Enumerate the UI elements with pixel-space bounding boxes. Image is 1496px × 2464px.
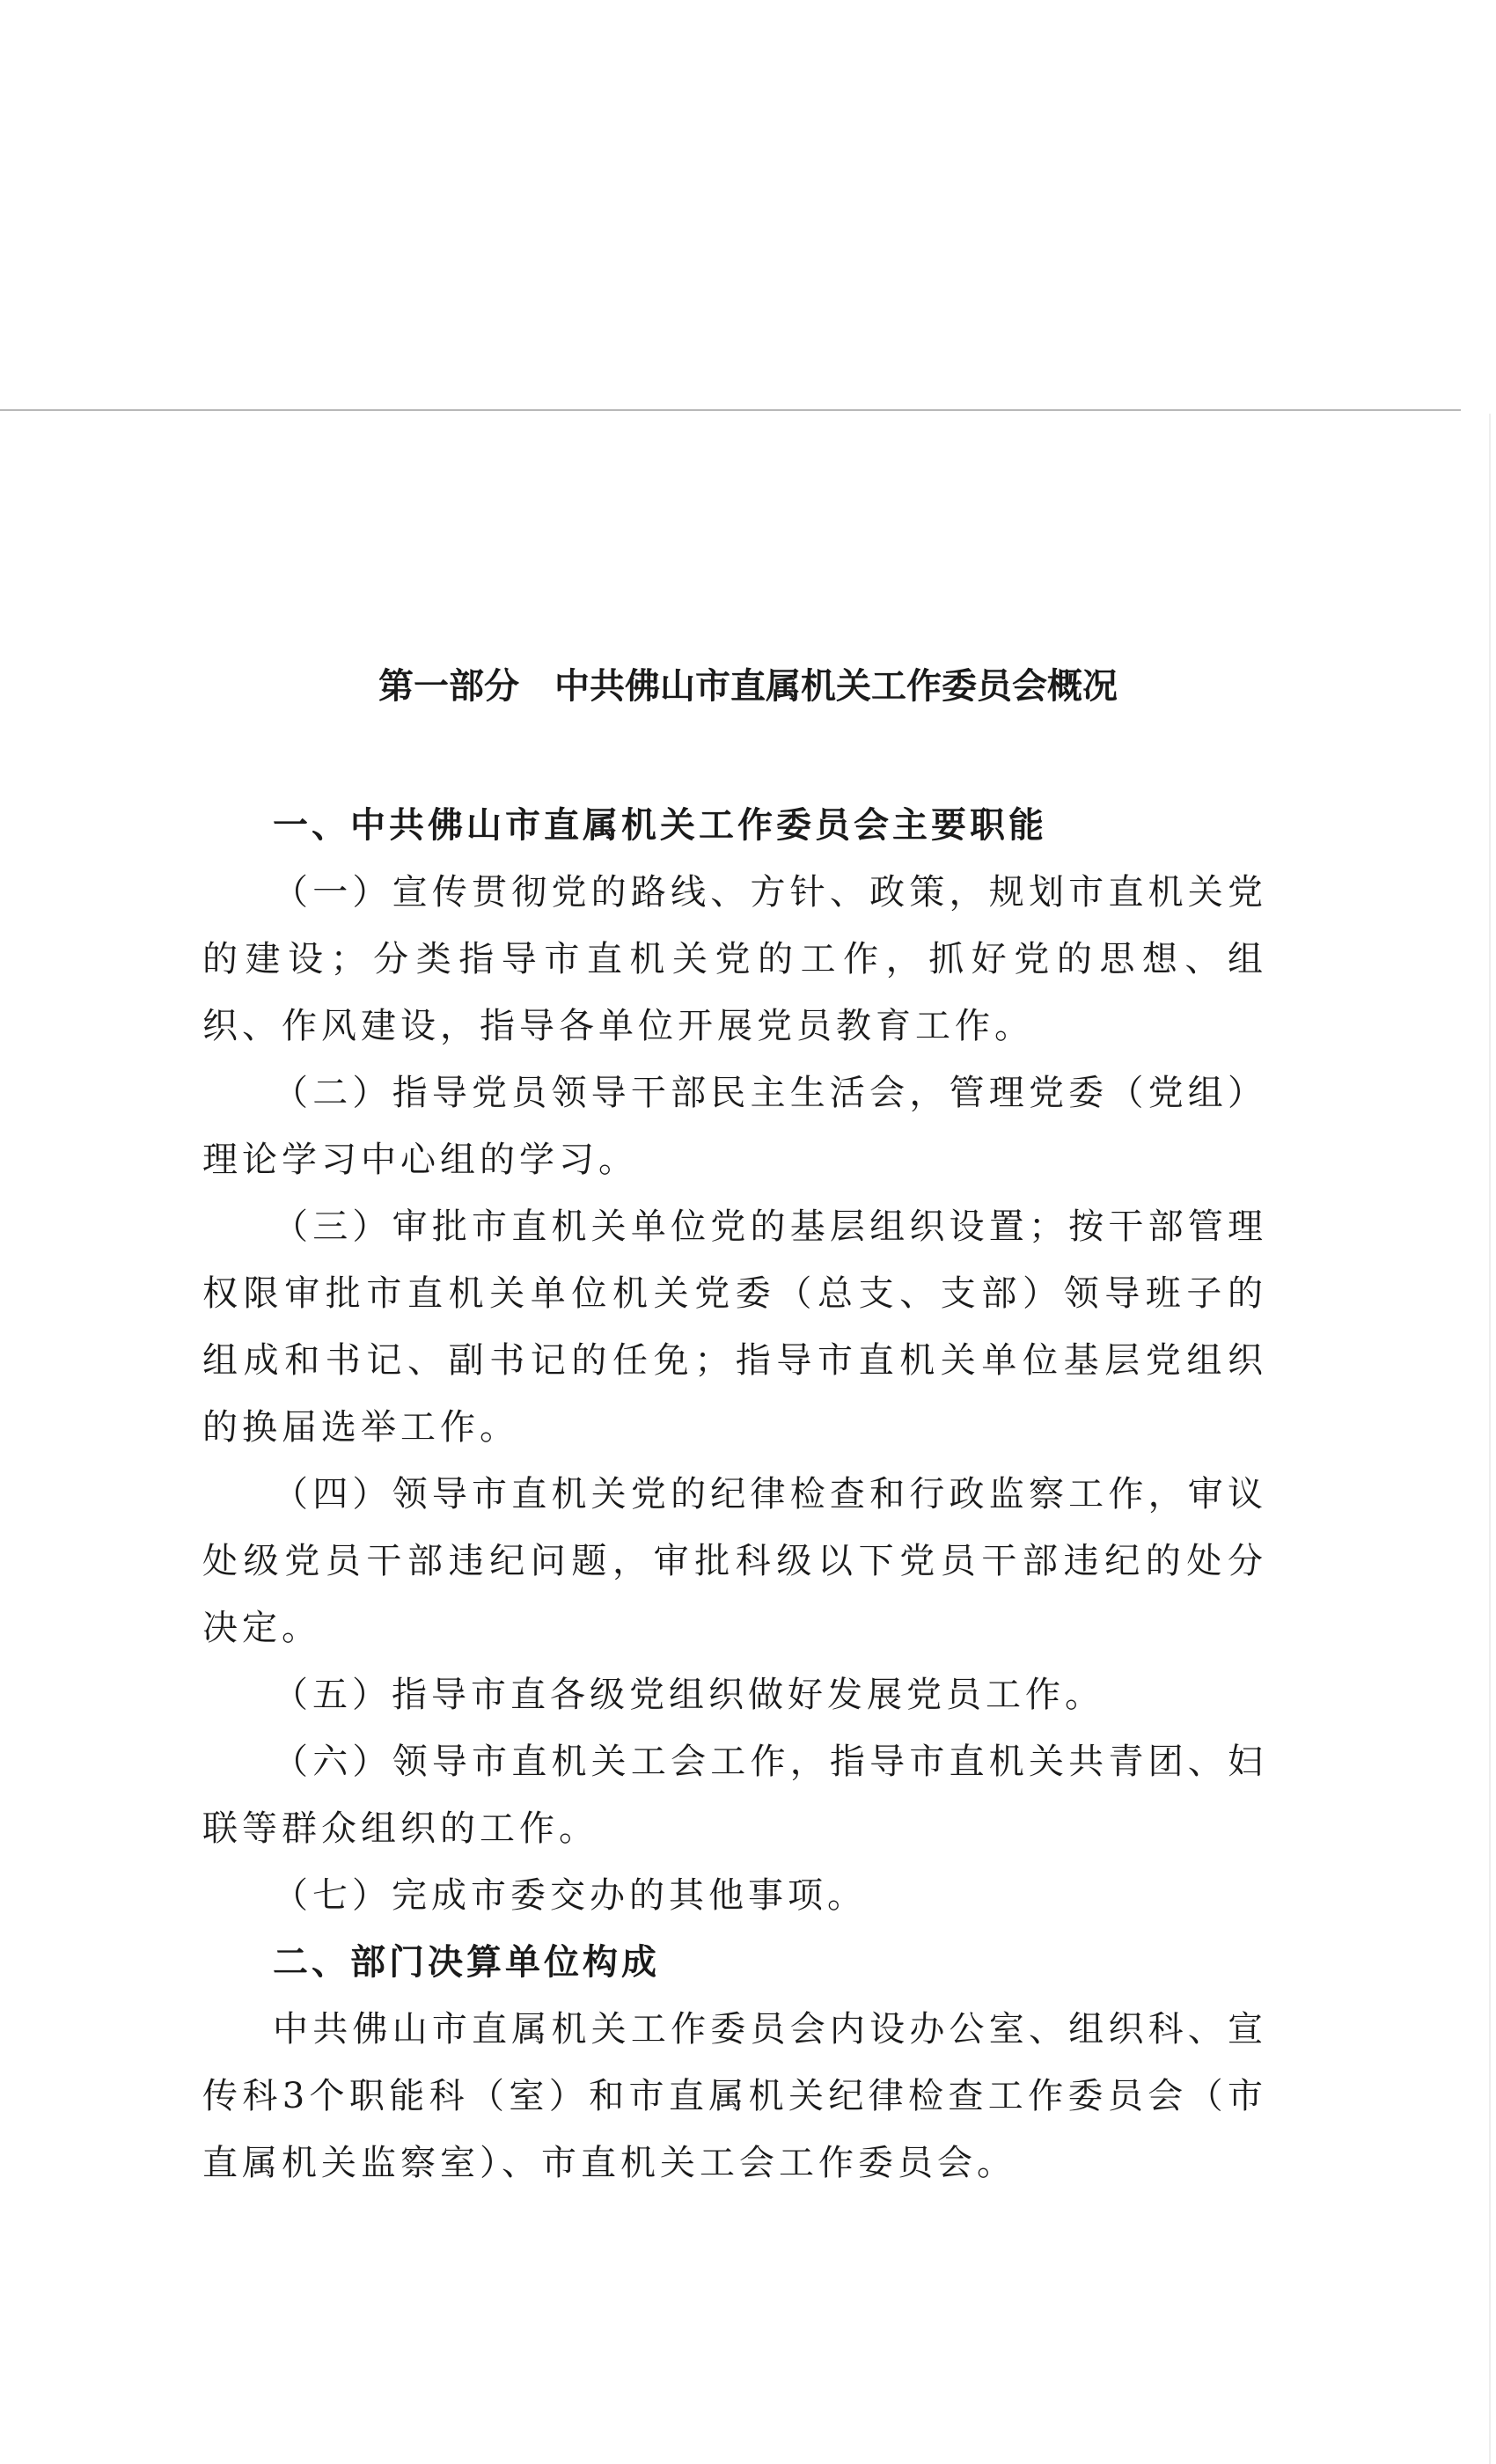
function-item-2: （二）指导党员领导干部民主生活会，管理党委（党组）理论学习中心组的学习。 xyxy=(202,1073,1267,1180)
function-item-6: （六）领导市直机关工会工作，指导市直机关共青团、妇联等群众组织的工作。 xyxy=(202,1742,1267,1849)
section-heading-composition: 二、部门决算单位构成 xyxy=(273,1942,660,1983)
section-heading-functions: 一、中共佛山市直属机关工作委员会主要职能 xyxy=(273,805,1047,846)
function-item-7: （七）完成市委交办的其他事项。 xyxy=(273,1875,867,1916)
document-title: 第一部分 中共佛山市直属机关工作委员会概况 xyxy=(378,666,1118,707)
page-right-edge xyxy=(1489,414,1491,2464)
document-body xyxy=(202,792,1267,2196)
page-top-border xyxy=(0,409,1461,411)
function-item-3: （三）审批市直机关单位党的基层组织设置；按干部管理权限审批市直机关单位机关党委（总支、支部）领导班子的组成和书记、副书记的任免；指导市直机关单位基层党组织的换届选举工作。 xyxy=(202,1206,1267,1448)
composition-paragraph: 中共佛山市直属机关工作委员会内设办公室、组织科、宣传科3个职能科（室）和市直属机关纪律检查工作委员会（市直属机关监察室）、市直机关工会工作委员会。 xyxy=(202,2009,1267,2183)
function-item-1: （一）宣传贯彻党的路线、方针、政策，规划市直机关党的建设；分类指导市直机关党的工作，抓好党的思想、组织、作风建设，指导各单位开展党员教育工作。 xyxy=(202,872,1267,1046)
function-item-5: （五）指导市直各级党组织做好发展党员工作。 xyxy=(273,1675,1104,1715)
function-item-4: （四）领导市直机关党的纪律检查和行政监察工作，审议处级党员干部违纪问题，审批科级以下党员干部违纪的处分决定。 xyxy=(202,1474,1267,1648)
